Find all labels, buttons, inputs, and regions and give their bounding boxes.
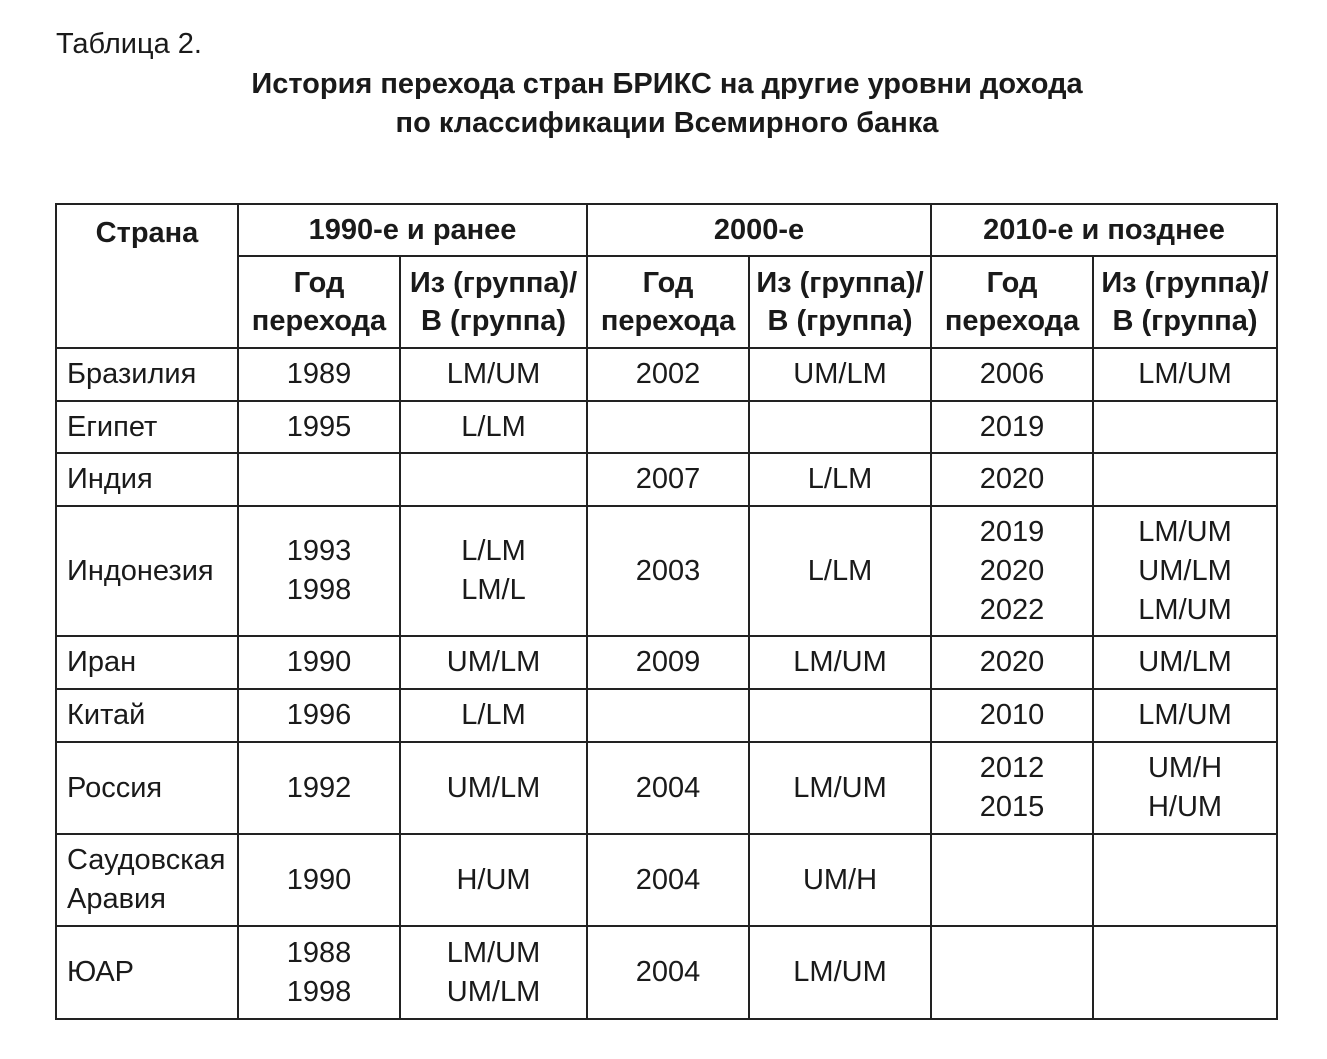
year-2000s-cell <box>587 689 749 742</box>
cell-line: 2002 <box>635 358 701 390</box>
cell-line: Бразилия <box>67 358 197 390</box>
country-cell <box>56 689 238 742</box>
year-1990s-cell <box>238 834 400 926</box>
cell-line: LM/UM <box>793 956 887 988</box>
cell-line: 2006 <box>979 358 1045 390</box>
group-2010s-cell <box>1093 742 1277 834</box>
year-2010s-cell <box>931 636 1093 689</box>
country-cell <box>56 453 238 506</box>
table-row <box>56 453 1277 506</box>
year-1990s-cell <box>238 401 400 453</box>
cell-line: 2019 <box>979 515 1045 548</box>
subheader-year: Год перехода <box>931 256 1093 348</box>
group-1990s-cell <box>400 926 587 1019</box>
group-2010s-cell <box>1093 689 1277 742</box>
cell-line: Индия <box>67 463 153 495</box>
group-2010s-cell <box>1093 636 1277 689</box>
year-1990s-cell <box>238 506 400 636</box>
year-2000s-cell <box>587 834 749 926</box>
year-1990s-cell <box>238 926 400 1019</box>
group-2010s-cell <box>1093 401 1277 453</box>
year-1990s-cell <box>238 453 400 506</box>
cell-line: LM/UM <box>446 936 541 969</box>
cell-line: UM/LM <box>1138 554 1232 587</box>
cell-line: 1993 <box>286 535 352 567</box>
cell-line: 2020 <box>979 554 1045 587</box>
year-2000s-cell <box>587 401 749 453</box>
year-2010s-cell <box>931 834 1093 926</box>
year-2000s-cell <box>587 926 749 1019</box>
cell-line: H/UM <box>456 863 531 896</box>
cell-line: L/LM <box>461 699 526 731</box>
cell-line: Индонезия <box>67 554 214 587</box>
cell-line: 1992 <box>286 771 352 804</box>
cell-line: 2010 <box>979 699 1045 731</box>
cell-line: Саудовская <box>67 844 226 876</box>
cell-line: 2009 <box>635 646 701 678</box>
cell-line: LM/UM <box>1138 358 1232 390</box>
year-2000s-cell <box>587 348 749 401</box>
cell-line: Египет <box>67 410 158 443</box>
cell-line: 2012 <box>979 752 1045 784</box>
cell-line: UM/LM <box>446 975 541 1008</box>
header-period-1990s: 1990-е и ранее <box>238 204 587 256</box>
group-2000s-cell <box>749 636 931 689</box>
cell-line: H/UM <box>1147 791 1223 823</box>
cell-line: UM/H <box>1147 752 1223 784</box>
group-1990s-cell <box>400 453 587 506</box>
year-2000s-cell <box>587 636 749 689</box>
cell-line: UM/LM <box>446 646 541 678</box>
cell-line: LM/UM <box>1138 515 1232 548</box>
group-2010s-cell <box>1093 453 1277 506</box>
group-2010s-cell <box>1093 834 1277 926</box>
cell-line: 1998 <box>286 574 352 606</box>
table-row <box>56 636 1277 689</box>
group-1990s-cell <box>400 834 587 926</box>
cell-line: UM/LM <box>446 771 541 804</box>
table-row <box>56 742 1277 834</box>
cell-line: 2004 <box>635 956 701 988</box>
cell-line: Китай <box>67 699 146 731</box>
year-2010s-cell <box>931 742 1093 834</box>
cell-line: ЮАР <box>67 956 135 988</box>
year-2010s-cell <box>931 401 1093 453</box>
country-cell <box>56 926 238 1019</box>
country-cell <box>56 401 238 453</box>
cell-line: 2004 <box>635 771 701 804</box>
cell-line: 1995 <box>286 410 352 443</box>
subheader-year: Год перехода <box>587 256 749 348</box>
income-transition-table <box>55 203 1278 1020</box>
cell-line: LM/UM <box>1138 593 1232 626</box>
header-country <box>56 204 238 348</box>
cell-line: 2004 <box>635 863 701 896</box>
cell-line: UM/H <box>802 863 878 896</box>
cell-line: L/LM <box>461 410 526 443</box>
subheader-group: Из (группа)/ В (группа) <box>1093 256 1277 348</box>
group-2000s-cell <box>749 689 931 742</box>
cell-line: LM/UM <box>793 771 887 804</box>
group-2000s-cell <box>749 506 931 636</box>
country-cell <box>56 742 238 834</box>
cell-line: 2003 <box>635 554 701 587</box>
cell-line: 2020 <box>979 463 1045 495</box>
table-row <box>56 689 1277 742</box>
cell-line: L/LM <box>461 535 526 567</box>
cell-line: Иран <box>67 646 137 678</box>
group-2000s-cell <box>749 926 931 1019</box>
cell-line: 2015 <box>979 791 1045 823</box>
cell-line: LM/UM <box>793 646 887 678</box>
country-cell <box>56 506 238 636</box>
group-1990s-cell <box>400 689 587 742</box>
year-1990s-cell <box>238 636 400 689</box>
year-2000s-cell <box>587 453 749 506</box>
group-2000s-cell <box>749 834 931 926</box>
group-1990s-cell <box>400 348 587 401</box>
cell-line: 2022 <box>979 593 1045 626</box>
cell-line: UM/LM <box>793 358 887 390</box>
table-row <box>56 401 1277 453</box>
year-2000s-cell <box>587 742 749 834</box>
year-2010s-cell <box>931 926 1093 1019</box>
group-1990s-cell <box>400 506 587 636</box>
subheader-group: Из (группа)/ В (группа) <box>400 256 587 348</box>
cell-line: 1996 <box>286 699 352 731</box>
header-period-2010s: 2010-е и позднее <box>931 204 1277 256</box>
group-2010s-cell <box>1093 506 1277 636</box>
group-1990s-cell <box>400 401 587 453</box>
header-period-2000s: 2000-е <box>587 204 931 256</box>
cell-line: LM/UM <box>1138 699 1232 731</box>
cell-line: 1990 <box>286 863 352 896</box>
year-2000s-cell <box>587 506 749 636</box>
cell-line: 2019 <box>979 410 1045 443</box>
country-cell <box>56 636 238 689</box>
group-2000s-cell <box>749 401 931 453</box>
cell-line: Аравия <box>67 883 166 915</box>
subheader-year: Год перехода <box>238 256 400 348</box>
cell-line: LM/UM <box>446 358 541 390</box>
cell-line: L/LM <box>807 554 873 587</box>
cell-line: 1990 <box>286 646 352 678</box>
cell-line: 1988 <box>286 936 352 969</box>
group-2000s-cell <box>749 453 931 506</box>
year-1990s-cell <box>238 348 400 401</box>
cell-line: UM/LM <box>1138 646 1232 678</box>
year-1990s-cell <box>238 689 400 742</box>
group-2000s-cell <box>749 742 931 834</box>
group-2010s-cell <box>1093 348 1277 401</box>
table-row <box>56 348 1277 401</box>
group-1990s-cell <box>400 742 587 834</box>
header-country-label: Страна <box>95 217 199 249</box>
table-title-line-2: по классификации Всемирного банка <box>395 107 939 139</box>
group-2010s-cell <box>1093 926 1277 1019</box>
year-2010s-cell <box>931 348 1093 401</box>
subheader-group: Из (группа)/ В (группа) <box>749 256 931 348</box>
year-2010s-cell <box>931 506 1093 636</box>
table-title-line-1: История перехода стран БРИКС на другие уровни дохода <box>251 68 1083 100</box>
table-row <box>56 834 1277 926</box>
table-row <box>56 506 1277 636</box>
country-cell <box>56 834 238 926</box>
cell-line: 1998 <box>286 975 352 1008</box>
cell-line: 2020 <box>979 646 1045 678</box>
group-1990s-cell <box>400 636 587 689</box>
cell-line: Россия <box>67 771 163 804</box>
year-2010s-cell <box>931 453 1093 506</box>
cell-line: L/LM <box>807 463 873 495</box>
year-2010s-cell <box>931 689 1093 742</box>
cell-line: 1989 <box>286 358 352 390</box>
year-1990s-cell <box>238 742 400 834</box>
cell-line: 2007 <box>635 463 701 495</box>
cell-line: LM/L <box>461 574 526 606</box>
group-2000s-cell <box>749 348 931 401</box>
table-row <box>56 926 1277 1019</box>
table-body <box>56 348 1277 1019</box>
table-caption: Таблица 2. <box>56 28 202 60</box>
country-cell <box>56 348 238 401</box>
